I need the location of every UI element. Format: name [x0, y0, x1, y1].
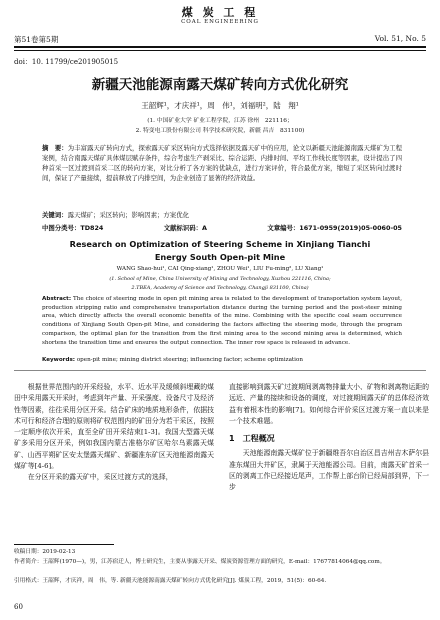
- footnote-citation: 引用格式：王韶辉，才庆祥，周 伟，等. 新疆天池能源南露天煤矿转向方式优化研究[J]. 煤炭工程，2019，51(5)：60-64.: [14, 578, 327, 584]
- volume-issue-en: Vol. 51, No. 5: [374, 34, 426, 43]
- title-en-line-1: Research on Optimization of Steering Scheme in Xinjiang Tianchi: [69, 239, 371, 249]
- abstract-en: [42, 295, 402, 347]
- abstract-cn-label: 摘 要：: [42, 144, 68, 152]
- journal-title: 煤 炭 工 程: [181, 6, 259, 19]
- keywords-en: [42, 356, 402, 365]
- doi[interactable]: doi：10. 11799/ce201905015: [14, 58, 119, 66]
- authors-cn: 王韶辉¹，才庆祥¹，周 伟¹，刘福明²，陆 翔¹: [141, 101, 299, 110]
- journal-subtitle: COAL ENGINEERING: [181, 19, 259, 25]
- title-en-line-2: Energy South Open-pit Mine: [154, 252, 286, 262]
- footnote-rule: [14, 544, 114, 545]
- keywords-en-text: open-pit mine; mining district steering; influencing factor; scheme optimization: [76, 357, 303, 363]
- title-en: [0, 238, 440, 264]
- body-column-right: [229, 382, 429, 494]
- authors-en: WANG Shao-hui¹, CAI Qing-xiang¹, ZHOU Wei¹, LIU Fu-ming², LU Xiang¹: [116, 266, 324, 272]
- body-paragraph-2: 在分区开采的露天矿中，采区过渡方式的选择，: [27, 473, 173, 482]
- page-number: 60: [14, 603, 23, 611]
- section-heading: 1 工程概况: [229, 434, 275, 444]
- abstract-divider: [14, 370, 426, 371]
- abstract-en-label: Abstract:: [42, 296, 72, 302]
- affiliation-cn-2: 2. 特变电工股份有限公司 科学技术研究院，新疆 昌吉 831100): [135, 128, 305, 134]
- classification-row: [42, 223, 402, 232]
- affiliation-cn-1: (1. 中国矿业大学 矿业工程学院，江苏 徐州 221116；: [147, 118, 293, 124]
- body-paragraph-1: 根据世界范围内的开采经验，水平、近水平及缓倾斜埋藏的煤田中采用露天开采时，考虑到年产量、开采强度、设备尺寸及经济性等因素，往往采用分区开采。结合矿床的地质地形条件，依据技术可行和经济合理的原则将矿权范围内的矿田分为若干采区，按照一定顺序依次开采，直至全矿田开采结束[1-3]。我国大型露天煤矿多采用分区开采，例如我国内蒙古准格尔矿区哈尔乌素露天煤矿、山西平朔矿区安太堡露天煤矿、新疆准东矿区天池能源南露天煤矿等[4-6]。: [14, 383, 214, 471]
- header-rule-thick: [14, 46, 426, 48]
- affiliation-en-1: (1. School of Mine, China University of Mining and Technology, Xuzhou 221116, China;: [109, 276, 331, 282]
- body-paragraph-4: 天池能源南露天煤矿位于新疆维吾尔自治区昌吉州吉木萨尔县准东煤田大井矿区，隶属于天池能源公司。目前，南露天矿首采一区的剥离工作已经接近尾声，工作帮上部台阶已经局部到界，下一步: [229, 449, 429, 492]
- abstract-en-text: The choice of steering mode in open pit mining area is related to the development of transportation system layout, production stripping ratio and comprehensive transportation distance during the turning period and the post-steer mining area, which directly affects the overall economic benefits of the mine. Combining with the specific coal seam occurrence conditions of Xinjiang South Open-pit Mine, and considering the factors affecting the steering mode, through the program comparison, the optimal plan for the transition from the first mining area to the second mining area is determined, which shortens the transition time and ensures the output connection. The inner row space is released in advance.: [42, 296, 402, 346]
- abstract-cn-text: 为丰富露天矿转向方式，探索露天矿采区转向方式选择依据及露天矿中的应用，论文以新疆天池能源南露天煤矿为工程案例，结合南露天煤矿具体煤层赋存条件，综合考虑生产剥采比、综合运距、内排时间、平均工作线长度等因素，设计提出了四种首采一区过渡到首采二区的转向方案，对比分析了各方案的优缺点，进行方案评价，符合最优方案，缩短了采区转向过渡时间，保证了产量接续，提前释放了内排空间，为企业创造了显著的经济效益。: [42, 144, 402, 182]
- article-number: 文章编号：1671-0959(2019)05-0060-05: [267, 224, 402, 232]
- clc-number: 中图分类号：TD824: [42, 224, 104, 232]
- body-paragraph-3: 直接影响到露天矿过渡期间剥离物排量大小、矿物和剥离物运距的远近、产量的接续和设备的调度，对过渡期间露天矿的总体经济效益有着根本性的影响[7]。如何综合评价采区过渡方案一直以来是一个技术难题。: [229, 383, 429, 425]
- affiliation-en-2: 2.TBEA, Academy of Science and Technology, Changji 831100, China): [131, 285, 309, 291]
- keywords-cn: [42, 210, 402, 220]
- footnote-author: 作者简介：王韶辉(1970—)，男，江苏宿迁人，博士研究生，主要从事露天开采、煤炭资源管理方面的研究，E-mail：17677814064@qq.com。: [14, 559, 386, 565]
- header-rule-thin: [14, 50, 426, 51]
- abstract-cn: [42, 143, 402, 183]
- title-cn: 新疆天池能源南露天煤矿转向方式优化研究: [91, 77, 349, 93]
- doc-code: 文献标识码：A: [163, 224, 207, 232]
- volume-issue-cn: 第51卷第5期: [14, 35, 59, 44]
- keywords-cn-label: 关键词：: [42, 211, 68, 219]
- keywords-cn-text: 露天煤矿；采区转向；影响因素；方案优化: [67, 211, 189, 219]
- keywords-en-label: Keywords:: [42, 357, 76, 363]
- body-column-left: [14, 382, 214, 484]
- footnote-received: 收稿日期：2019-02-13: [14, 549, 76, 555]
